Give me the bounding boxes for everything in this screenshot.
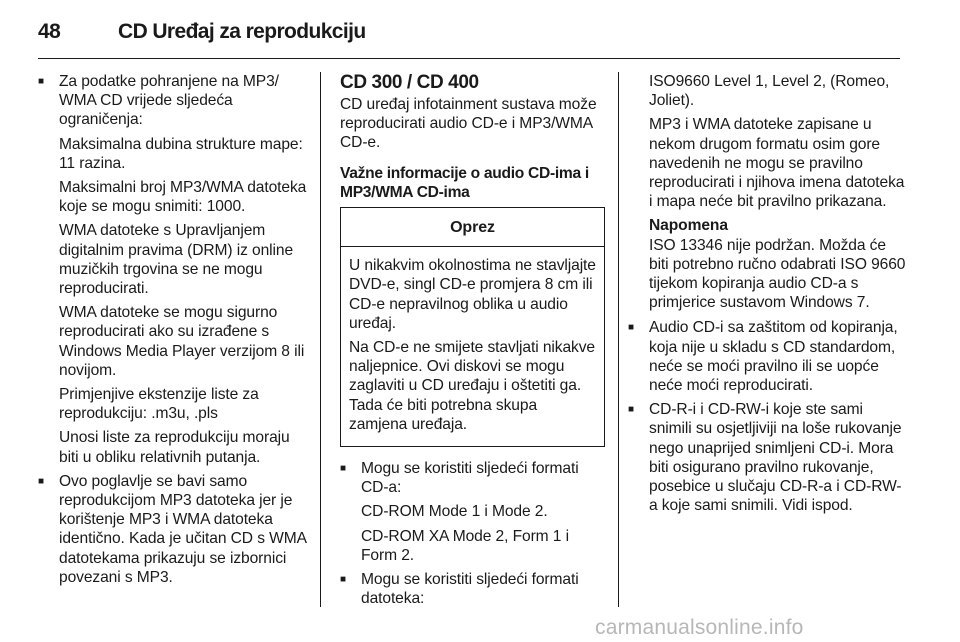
caution-box [340, 207, 605, 447]
paragraph: MP3 i WMA datoteke zapisane u nekom drugom formatu osim gore navedenih ne mogu se pravilno reproducirati i njihova imena datoteka i mapa neće bit pravilno prikazana. [649, 116, 905, 211]
bullet-file-formats [340, 570, 605, 608]
paragraph: ISO9660 Level 1, Level 2, (Romeo, Joliet). [649, 73, 890, 110]
page-number: 48 [38, 20, 61, 43]
paragraph: ■ CD-R-i i CD-RW-i koje ste sami snimili su osjetljiviji na loše rukovanje nego unaprijed snimljeni CD-i. Mora biti osigurano pravilno rukovanje, posebice u slučaju CD-R-a i CD-RW-a koje sami snimili. Vidi ispod. [649, 401, 902, 515]
paragraph: Maksimalni broj MP3/WMA datoteka koje se mogu snimiti: 1000. [59, 179, 307, 216]
caution-paragraph: Na CD-e ne smijete stavljati nikakve naljepnice. Ovi diskovi se mogu zaglaviti u CD uređaju i oštetiti ga. Tada će biti potrebna skupa zamjena uređaja. [349, 339, 595, 433]
column-divider-left [320, 72, 321, 607]
caution-paragraph: U nikakvim okolnostima ne stavljajte DVD-e, singl CD-e promjera 8 cm ili CD-e nepravilnog oblika u audio uređaj. [349, 257, 596, 332]
page-header [0, 0, 960, 60]
paragraph: Maksimalna dubina strukture mape: 11 razina. [59, 135, 303, 172]
bullet-copy-protection [628, 318, 908, 395]
intro-paragraph: CD uređaj infotainment sustava može reproducirati audio CD-e i MP3/WMA CD-e. [340, 96, 597, 152]
subheading: Važne informacije o audio CD-ima i MP3/WMA CD-ima [340, 164, 589, 201]
paragraph: CD-ROM XA Mode 2, Form 1 i Form 2. [361, 527, 569, 564]
column-right [628, 72, 908, 520]
paragraph: CD-ROM Mode 1 i Mode 2. [361, 503, 548, 521]
paragraph: WMA datoteke se mogu sigurno reproducirati ako su izrađene s Windows Media Player verzijom 8 ili novijom. [59, 304, 305, 379]
bullet-cdr-cdrw [628, 400, 908, 515]
paragraph: Primjenjive ekstenzije liste za reprodukciju: .m3u, .pls [59, 386, 259, 423]
section-heading: CD 300 / CD 400 [340, 72, 479, 93]
note-text: ISO 13346 nije podržan. Možda će biti potrebno ručno odabrati ISO 9660 tijekom kopiranja audio CD-a s primjerice sustavom Windows 7. [649, 236, 906, 312]
paragraph: ■ Mogu se koristiti sljedeći formati CD-a: [361, 460, 579, 497]
bullet-mp3-wma-limits [38, 72, 313, 467]
column-left [38, 72, 313, 592]
watermark: carmanualsonline.info [595, 616, 804, 639]
column-divider-right [618, 72, 619, 607]
paragraph: ■ Ovo poglavlje se bavi samo reprodukcijom MP3 datoteka jer je korištenje MP3 i WMA datoteka identično. Kada je učitan CD s WMA datotekama prikazuju se izbornici povezani s MP3. [59, 472, 307, 586]
paragraph: WMA datoteke s Upravljanjem digitalnim pravima (DRM) iz online muzičkih trgovina se ne mogu reproducirati. [59, 222, 294, 298]
column-middle [340, 72, 605, 613]
paragraph: ■ Audio CD-i sa zaštitom od kopiranja, koja nije u skladu s CD standardom, neće se moći pravilno ili se uopće neće moći reproducirati. [649, 319, 898, 395]
paragraph: Unosi liste za reprodukciju moraju biti u obliku relativnih putanja. [59, 429, 290, 466]
caution-title: Oprez [341, 208, 604, 247]
note-label: Napomena [649, 217, 728, 235]
paragraph: ■ Mogu se koristiti sljedeći formati datoteka: [361, 571, 579, 608]
paragraph: ■ Za podatke pohranjene na MP3/ WMA CD vrijede sljedeća ograničenja: [59, 73, 279, 129]
bullet-cd-formats [340, 459, 605, 565]
bullet-mp3-only [38, 472, 313, 587]
caution-body [341, 247, 604, 446]
page-title: CD Uređaj za reprodukciju [118, 20, 366, 43]
header-rule [38, 58, 900, 59]
